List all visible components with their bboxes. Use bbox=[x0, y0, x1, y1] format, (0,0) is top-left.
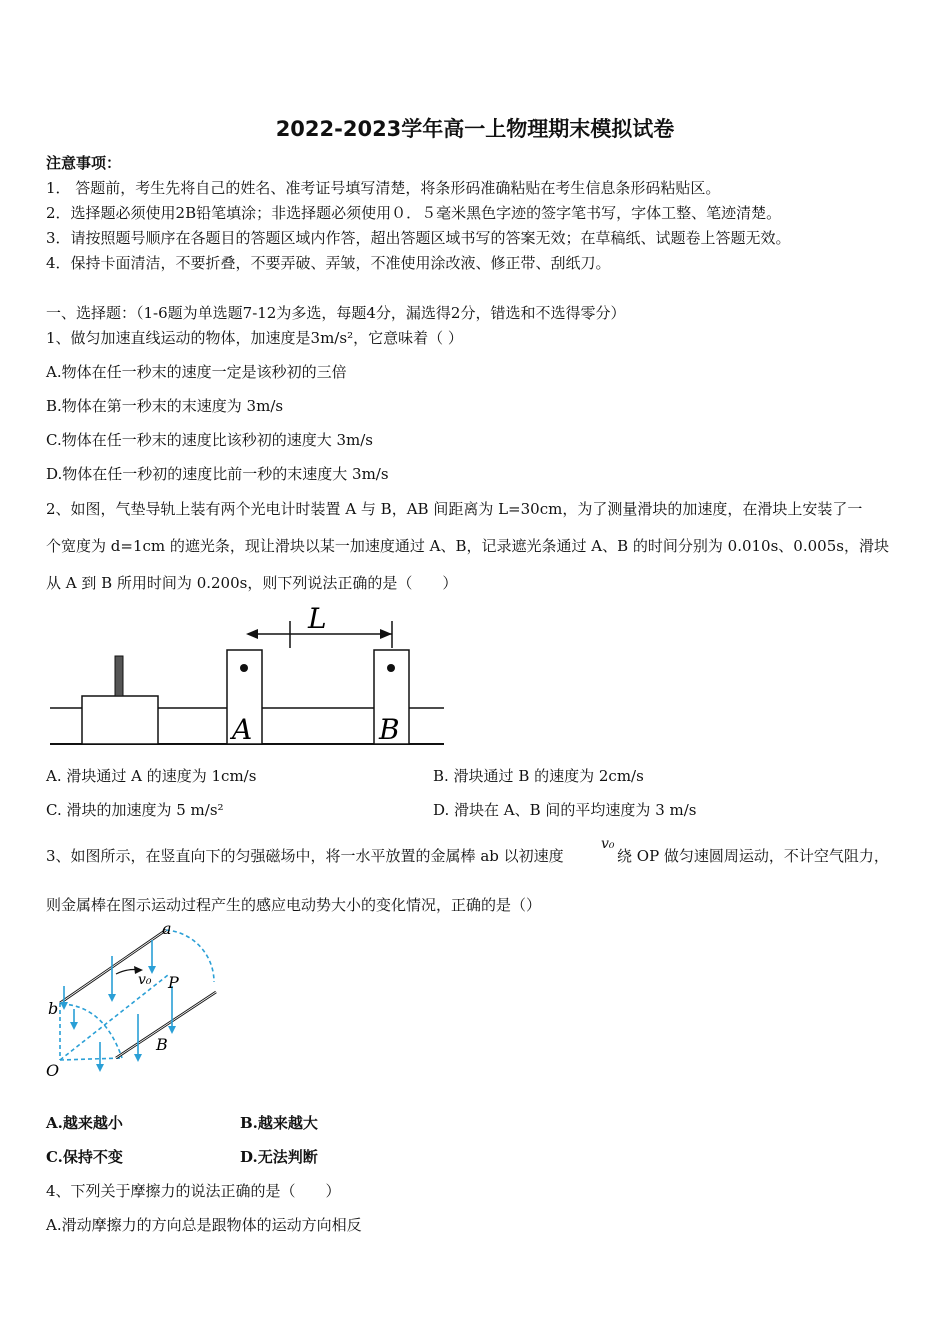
q2-stem-line-1: 2、如图，气垫导轨上装有两个光电计时装置 A 与 B，AB 间距离为 L=30cm，为了测量滑块的加速度，在滑块上安装了一 bbox=[46, 500, 863, 518]
rotating-rod-figure bbox=[44, 920, 230, 1082]
q2-option-d[interactable]: D. 滑块在 A、B 间的平均速度为 3 m/s bbox=[433, 801, 697, 819]
section-heading: 一、选择题：（1-6题为单选题7-12为多选，每题4分，漏选得2分，错选和不选得零分） bbox=[46, 304, 626, 322]
gate-b-label: B bbox=[379, 713, 400, 746]
q3-stem-line-2: 则金属棒在图示运动过程产生的感应电动势大小的变化情况，正确的是（） bbox=[46, 896, 542, 914]
q3-option-d[interactable]: D.无法判断 bbox=[240, 1148, 318, 1166]
point-p-label: P bbox=[168, 973, 179, 992]
q3-option-c[interactable]: C.保持不变 bbox=[46, 1148, 123, 1166]
q3-stem-line-1b: 绕 OP 做匀速圆周运动，不计空气阻力， bbox=[617, 847, 889, 865]
q1-option-b[interactable]: B.物体在第一秒末的末速度为 3m/s bbox=[46, 397, 284, 415]
q2-stem-line-2: 个宽度为 d=1cm 的遮光条，现让滑块以某一加速度通过 A、B，记录遮光条通过 A、B 的时间分别为 0.010s、0.005s，滑块 bbox=[46, 537, 889, 555]
figure-v0-label: v₀ bbox=[138, 972, 152, 988]
notes-heading: 注意事项： bbox=[46, 154, 122, 172]
q1-option-c[interactable]: C.物体在任一秒末的速度比该秒初的速度大 3m/s bbox=[46, 431, 373, 449]
q4-stem: 4、下列关于摩擦力的说法正确的是（ ） bbox=[46, 1182, 341, 1200]
point-b-label: b bbox=[48, 999, 59, 1018]
note-item-4: 4．保持卡面清洁，不要折叠，不要弄破、弄皱，不准使用涂改液、修正带、刮纸刀。 bbox=[46, 254, 611, 272]
q2-option-b[interactable]: B. 滑块通过 B 的速度为 2cm/s bbox=[433, 767, 644, 785]
note-item-3: 3．请按照题号顺序在各题目的答题区域内作答，超出答题区域书写的答案无效；在草稿纸、试题卷上答题无效。 bbox=[46, 229, 791, 247]
note-item-2: 2．选择题必须使用2B铅笔填涂；非选择题必须使用０．５毫米黑色字迹的签字笔书写，字体工整、笔迹清楚。 bbox=[46, 204, 782, 222]
field-b-label: B bbox=[156, 1035, 168, 1054]
q3-option-a[interactable]: A.越来越小 bbox=[46, 1114, 123, 1132]
q4-option-a[interactable]: A.滑动摩擦力的方向总是跟物体的运动方向相反 bbox=[46, 1216, 362, 1234]
note-item-1: 1． 答题前，考生先将自己的姓名、准考证号填写清楚，将条形码准确粘贴在考生信息条形码粘贴区。 bbox=[46, 179, 721, 197]
page-title: 2022-2023学年高一上物理期末模拟试卷 bbox=[275, 117, 675, 141]
q1-option-d[interactable]: D.物体在任一秒初的速度比前一秒的末速度大 3m/s bbox=[46, 465, 389, 483]
point-o-label: O bbox=[46, 1061, 60, 1080]
q3-initial-velocity: v₀ bbox=[601, 836, 615, 852]
q3-option-b[interactable]: B.越来越大 bbox=[240, 1114, 318, 1132]
q3-stem-line-1a: 3、如图所示，在竖直向下的匀强磁场中，将一水平放置的金属棒 ab 以初速度 bbox=[46, 847, 564, 865]
q2-option-c[interactable]: C. 滑块的加速度为 5 m/s² bbox=[46, 801, 224, 819]
q2-option-a[interactable]: A. 滑块通过 A 的速度为 1cm/s bbox=[46, 767, 257, 785]
gate-a-label: A bbox=[232, 713, 253, 746]
q1-stem: 1、做匀加速直线运动的物体，加速度是3m/s²，它意味着（ ） bbox=[46, 329, 463, 347]
length-label: L bbox=[308, 602, 327, 635]
air-track-figure bbox=[46, 598, 448, 750]
point-a-label: a bbox=[162, 920, 172, 938]
q1-option-a[interactable]: A.物体在任一秒末的速度一定是该秒初的三倍 bbox=[46, 363, 347, 381]
q2-stem-line-3: 从 A 到 B 所用时间为 0.200s，则下列说法正确的是（ ） bbox=[46, 574, 458, 592]
